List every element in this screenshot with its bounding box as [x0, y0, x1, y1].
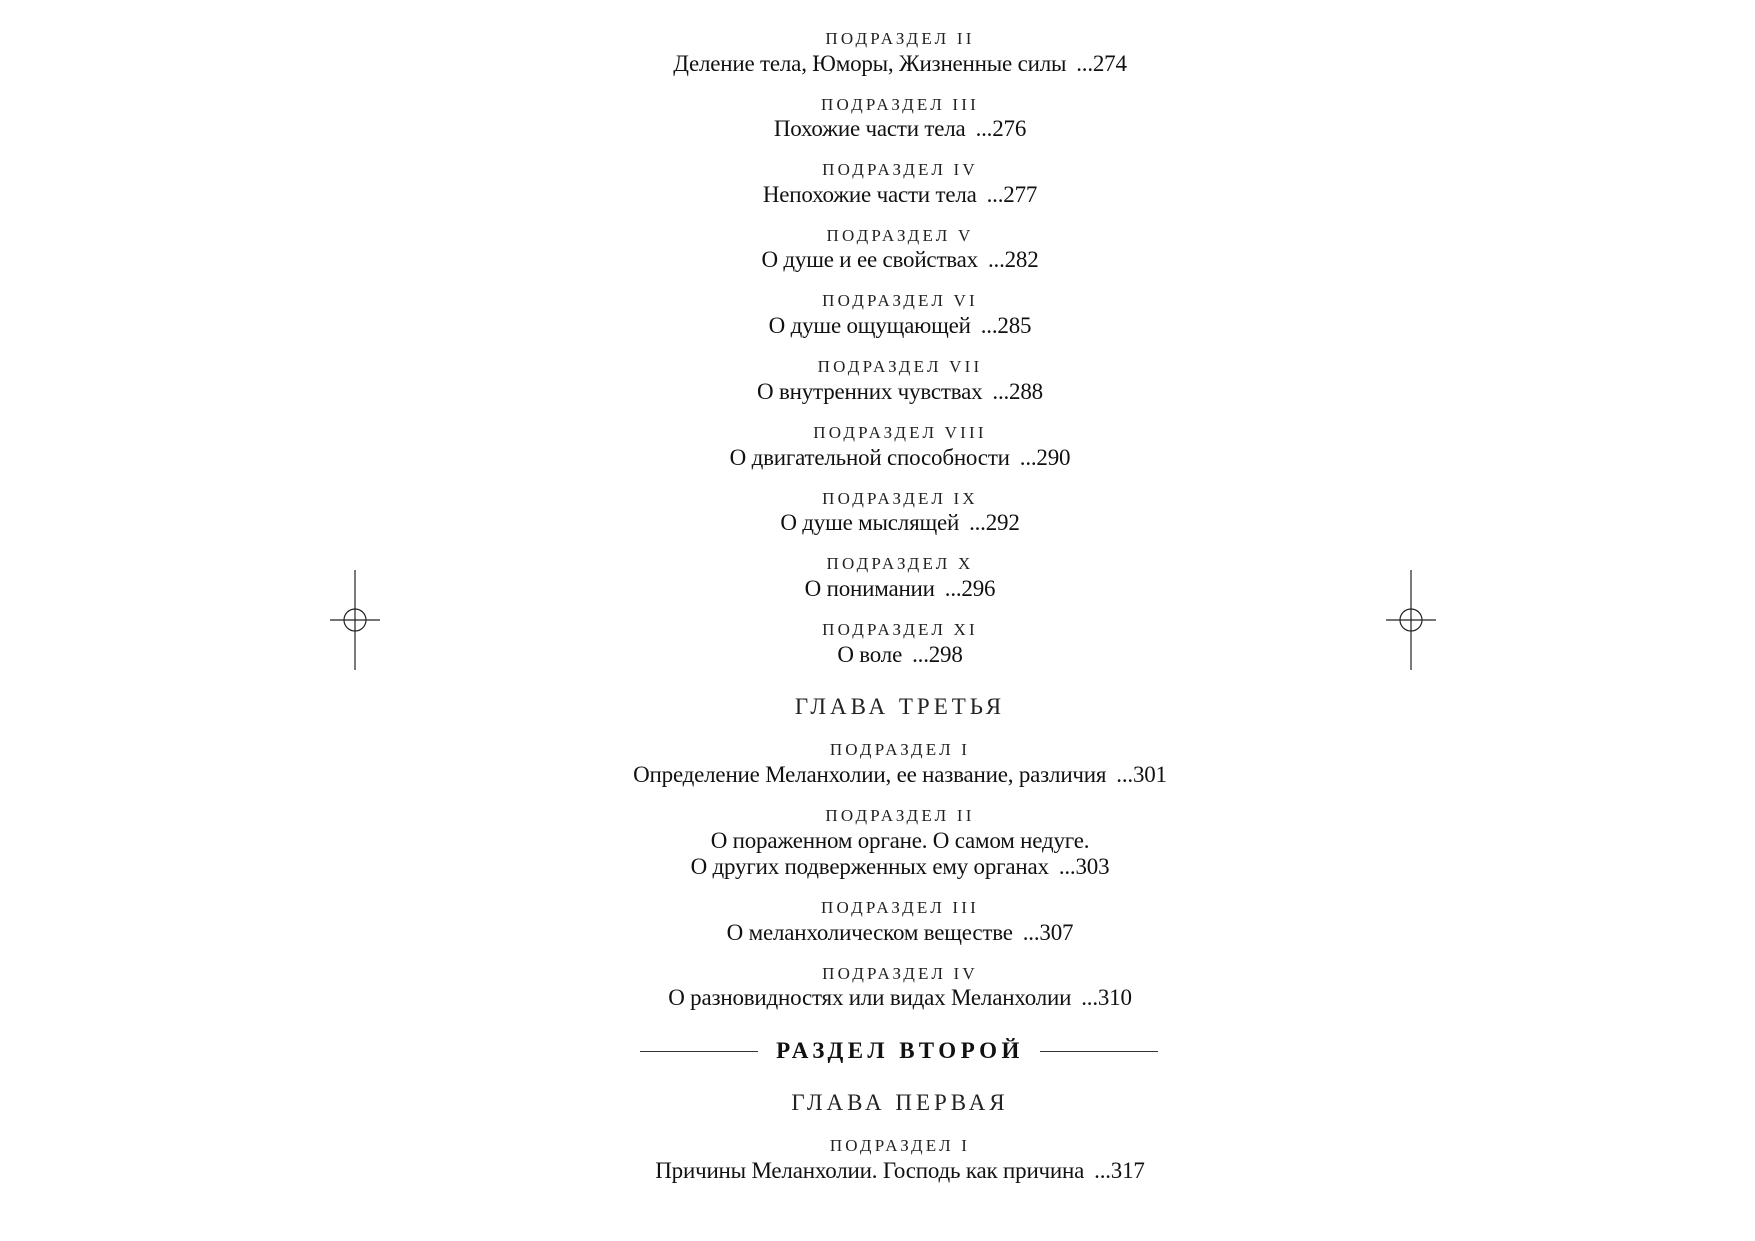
toc-entry[interactable] [0, 446, 1755, 469]
entry-title: О воле [837, 642, 903, 667]
page-number: ...292 [969, 510, 1020, 535]
page-number: ...282 [987, 247, 1039, 272]
subsection-label: ПОДРАЗДЕЛ I [829, 740, 971, 759]
subsection-label: ПОДРАЗДЕЛ IV [822, 964, 978, 983]
subsection-label: ПОДРАЗДЕЛ VIII [813, 423, 987, 442]
toc-entry[interactable] [0, 117, 1755, 140]
page-number: ...301 [1116, 762, 1167, 787]
entry-title: Непохожие части тела [762, 182, 977, 207]
toc-entry[interactable] [0, 763, 1755, 786]
subsection-label: ПОДРАЗДЕЛ IV [822, 160, 978, 179]
toc-entry[interactable] [0, 986, 1755, 1009]
subsection-label: ПОДРАЗДЕЛ VII [817, 357, 983, 376]
page-number: ...285 [980, 313, 1032, 338]
subsection-label: ПОДРАЗДЕЛ IX [822, 489, 978, 508]
subsection-label: ПОДРАЗДЕЛ VI [822, 291, 978, 310]
page-number: ...303 [1058, 854, 1110, 879]
subsection-label: ПОДРАЗДЕЛ XI [822, 620, 978, 639]
toc-entry[interactable] [0, 855, 1755, 878]
entry-title: О душе ощущающей [768, 313, 971, 338]
subsection-label: ПОДРАЗДЕЛ X [826, 554, 974, 573]
toc-entry[interactable] [0, 314, 1755, 337]
toc-entry[interactable] [0, 577, 1755, 600]
entry-title: О понимании [804, 576, 935, 601]
page-number: ...296 [944, 576, 996, 601]
toc-entry[interactable] [0, 1159, 1755, 1182]
page-number: ...288 [992, 379, 1043, 404]
subsection-label: ПОДРАЗДЕЛ V [826, 226, 974, 245]
page-number: ...307 [1022, 920, 1074, 945]
toc-entry-line1[interactable]: О пораженном органе. О самом недуге. [710, 828, 1090, 853]
page-number: ...310 [1081, 985, 1132, 1010]
entry-title: О разновидностях или видах Меланхолии [668, 985, 1072, 1010]
page-number: ...274 [1076, 51, 1127, 76]
page-number: ...290 [1019, 445, 1071, 470]
entry-title: О других подверженных ему органах [690, 854, 1049, 879]
entry-title: Определение Меланхолии, ее название, различия [633, 762, 1107, 787]
entry-title: О двигательной способности [729, 445, 1010, 470]
entry-title: О внутренних чувствах [757, 379, 983, 404]
subsection-label: ПОДРАЗДЕЛ I [829, 1136, 971, 1155]
toc-entry[interactable] [0, 921, 1755, 944]
section-heading: РАЗДЕЛ ВТОРОЙ [776, 1038, 1024, 1063]
subsection-label: ПОДРАЗДЕЛ III [820, 95, 980, 114]
toc-entry[interactable] [0, 643, 1755, 666]
toc-entry[interactable] [0, 248, 1755, 271]
page-number: ...277 [986, 182, 1038, 207]
entry-title: О душе и ее свойствах [761, 247, 978, 272]
entry-title: О меланхолическом веществе [726, 920, 1013, 945]
chapter-heading: ГЛАВА ТРЕТЬЯ [794, 694, 1006, 719]
entry-title: Похожие части тела [773, 116, 966, 141]
subsection-label: ПОДРАЗДЕЛ II [825, 29, 975, 48]
subsection-label: ПОДРАЗДЕЛ III [820, 898, 980, 917]
toc-entry[interactable] [0, 380, 1755, 403]
page-number: ...317 [1094, 1158, 1145, 1183]
subsection-label: ПОДРАЗДЕЛ II [825, 806, 975, 825]
toc-entry[interactable] [0, 52, 1755, 75]
toc-entry[interactable] [0, 183, 1755, 206]
page-number: ...298 [912, 642, 963, 667]
entry-title: О душе мыслящей [780, 510, 960, 535]
page-number: ...276 [975, 116, 1027, 141]
chapter-heading: ГЛАВА ПЕРВАЯ [791, 1090, 1009, 1115]
toc-entry[interactable] [0, 511, 1755, 534]
entry-title: Деление тела, Юморы, Жизненные силы [673, 51, 1067, 76]
entry-title: Причины Меланхолии. Господь как причина [655, 1158, 1085, 1183]
